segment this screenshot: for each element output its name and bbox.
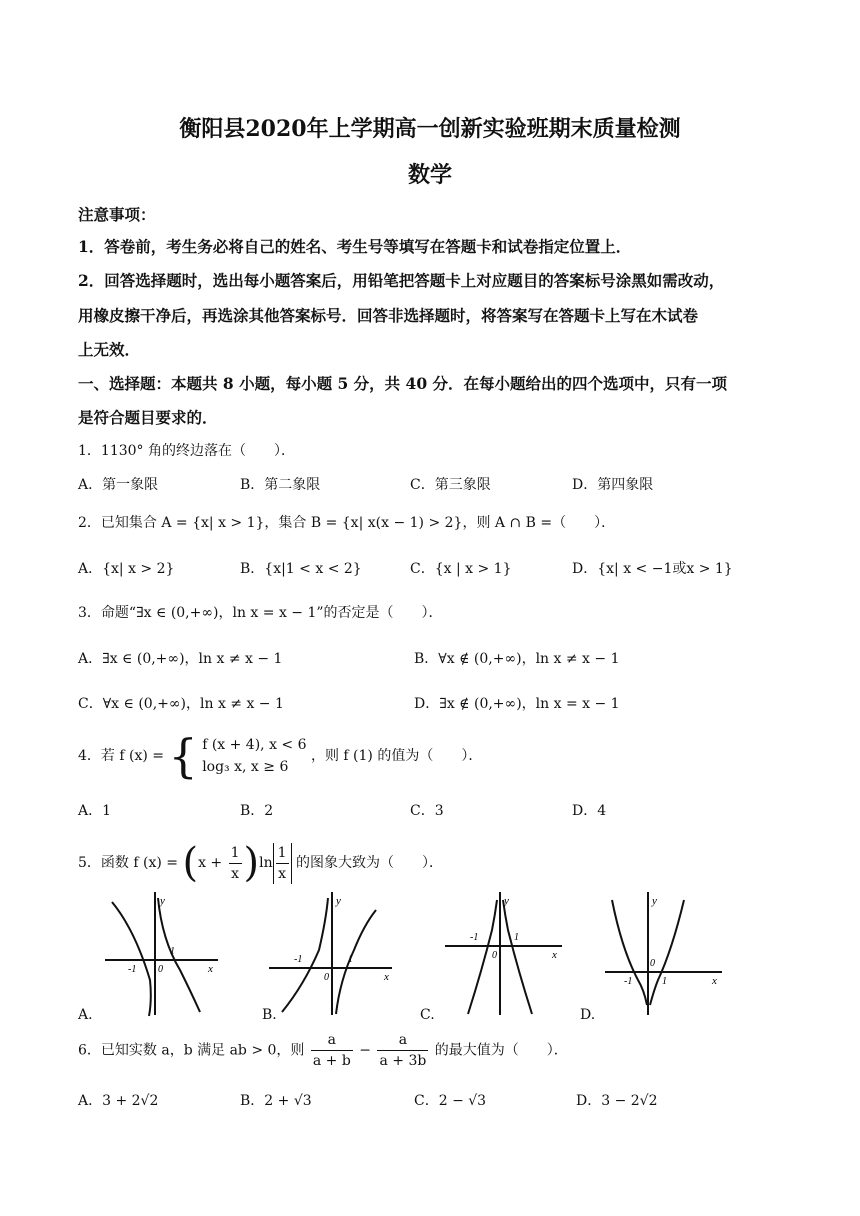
graph-b-origin: 0 (324, 972, 329, 983)
q2-option-d: D．{x| x < −1或x > 1} (572, 561, 733, 577)
q5-graph-b (264, 890, 399, 1020)
q4-brace: { (168, 729, 198, 783)
q6-f2-den: a + 3b (379, 1053, 427, 1069)
q3-stem: 3．命题“∃x ∈ (0,+∞)，ln x = x − 1”的否定是（ ）． (78, 605, 443, 621)
q5-frac-num: 1 (229, 843, 242, 864)
graph-d-tick-pos: 1 (662, 976, 667, 987)
q1-option-c: C．第三象限 (410, 477, 491, 493)
q2-option-c: C．{x | x > 1} (410, 561, 512, 577)
q4-case-1: f (x + 4), x < 6 (202, 737, 307, 753)
q6-f2-num: a (377, 1030, 428, 1051)
exam-title: 衡阳县2020年上学期高一创新实验班期末质量检测 (179, 116, 681, 142)
graph-b-tick-pos: 1 (348, 954, 353, 965)
q5-abs (273, 843, 292, 884)
q5-prefix: 5．函数 f (x) = (78, 855, 178, 871)
graph-d-origin: 0 (650, 958, 655, 969)
graph-a-origin: 0 (158, 964, 163, 975)
q5-left-paren: ( (182, 840, 199, 886)
graph-c-origin: 0 (492, 950, 497, 961)
q5-graph-a (100, 890, 230, 1020)
q5-option-b: B. (262, 1007, 277, 1023)
q4-option-b: B．2 (240, 803, 274, 819)
notice-item-2-line-3: 上无效． (78, 340, 141, 359)
q6-fraction-2 (377, 1030, 428, 1071)
graph-a-tick-pos: 1 (170, 946, 175, 957)
notice-item-1 (78, 235, 631, 257)
graph-a-right-curve (158, 898, 200, 1012)
q6-minus: − (359, 1042, 372, 1059)
graph-a-x-label: x (208, 963, 213, 975)
q2-option-a: A．{x| x > 2} (78, 561, 175, 577)
graph-d-tick-neg: -1 (624, 976, 633, 987)
q5-abs-den: x (278, 865, 287, 882)
q4-stem (78, 729, 483, 783)
q5-fraction-2 (276, 843, 289, 884)
graph-b-x-label: x (384, 971, 389, 983)
q4-option-c: C．3 (410, 803, 444, 819)
q5-option-c: C. (420, 1007, 435, 1023)
q3-option-d: D．∃x ∉ (0,+∞)，ln x = x − 1 (414, 696, 620, 712)
q4-prefix: 4．若 f (x) = (78, 748, 164, 764)
q3-option-a: A．∃x ∈ (0,+∞)，ln x ≠ x − 1 (78, 651, 283, 667)
q6-option-b: B．2 + √3 (240, 1093, 312, 1109)
q5-abs-num: 1 (276, 843, 289, 864)
q5-graph-d (600, 890, 730, 1020)
q4-suffix: ，则 f (1) 的值为（ ）． (310, 748, 483, 764)
q6-option-c: C．2 − √3 (414, 1093, 487, 1109)
q2-option-b: B．{x|1 < x < 2} (240, 561, 362, 577)
notice-item-1-text: 1．答卷前，考生务必将自己的姓名、考生号等填写在答题卡和试卷指定位置上． (78, 237, 632, 256)
graph-c-tick-neg: -1 (470, 932, 479, 943)
q4-option-d: D．4 (572, 803, 607, 819)
graph-b-tick-neg: -1 (294, 954, 303, 965)
q5-frac-den: x (231, 865, 239, 882)
q6-f1-den: a + b (312, 1053, 351, 1069)
q5-suffix: 的图象大致为（ ）． (296, 855, 443, 871)
q2-stem: 2．已知集合 A = {x| x > 1}，集合 B = {x| x(x − 1) > 2}，则 A ∩ B =（ ）． (78, 515, 616, 531)
section-1-line-1: 一、选择题：本题共 8 小题，每小题 5 分，共 40 分．在每小题给出的四个选项中，只有一项 (78, 374, 728, 393)
graph-d-left-curve (612, 900, 647, 1005)
graph-a-y-label: y (160, 895, 165, 907)
q6-prefix: 6．已知实数 a，b 满足 ab > 0，则 (78, 1042, 305, 1059)
q4-option-a: A．1 (78, 803, 112, 819)
section-1-line-2: 是符合题目要求的． (78, 408, 218, 427)
q1-option-a: A．第一象限 (78, 477, 159, 493)
graph-a-tick-neg: -1 (128, 964, 137, 975)
q5-fraction-1 (229, 843, 242, 884)
q6-option-d: D．3 − 2√2 (576, 1093, 658, 1109)
graph-d-right-curve (650, 900, 684, 1005)
graph-d-y-label: y (652, 895, 657, 907)
q5-ln: ln (259, 855, 273, 871)
q6-fraction-1 (311, 1030, 353, 1071)
notice-heading: 注意事项： (78, 205, 156, 224)
graph-b-y-label: y (336, 895, 341, 907)
graph-b-right-curve (336, 910, 376, 1014)
q1-stem: 1．1130° 角的终边落在（ ）． (78, 443, 295, 459)
q4-cases (202, 734, 306, 778)
q5-graph-c (440, 890, 570, 1020)
q5-expr-left: x + (198, 855, 223, 871)
graph-c-y-label: y (504, 895, 509, 907)
q5-stem (78, 840, 443, 886)
graph-b-left-curve (282, 898, 328, 1012)
subject-title: 数学 (407, 162, 452, 188)
graph-c-right-curve (503, 900, 532, 1014)
q5-right-paren: ) (243, 840, 260, 886)
q1-option-d: D．第四象限 (572, 477, 654, 493)
notice-item-2-line-1: 2．回答选择题时，选出每小题答案后，用铅笔把答题卡上对应题目的答案标号涂黑如需改动， (78, 271, 725, 290)
q1-option-b: B．第二象限 (240, 477, 321, 493)
q5-option-a: A. (78, 1007, 93, 1023)
q5-option-d: D. (580, 1007, 596, 1023)
graph-c-x-label: x (552, 949, 557, 961)
q6-f1-num: a (311, 1030, 353, 1051)
graph-c-tick-pos: 1 (514, 932, 519, 943)
q6-suffix: 的最大值为（ ）． (434, 1042, 568, 1059)
graph-d-x-label: x (712, 975, 717, 987)
notice-item-2-line-2: 用橡皮擦干净后，再选涂其他答案标号．回答非选择题时，将答案写在答题卡上写在木试卷 (78, 306, 699, 325)
q6-stem (78, 1030, 568, 1071)
q3-option-b: B．∀x ∉ (0,+∞)，ln x ≠ x − 1 (414, 651, 620, 667)
q4-case-2: log₃ x, x ≥ 6 (202, 759, 289, 775)
q3-option-c: C．∀x ∈ (0,+∞)，ln x ≠ x − 1 (78, 696, 284, 712)
q6-option-a: A．3 + 2√2 (78, 1093, 159, 1109)
